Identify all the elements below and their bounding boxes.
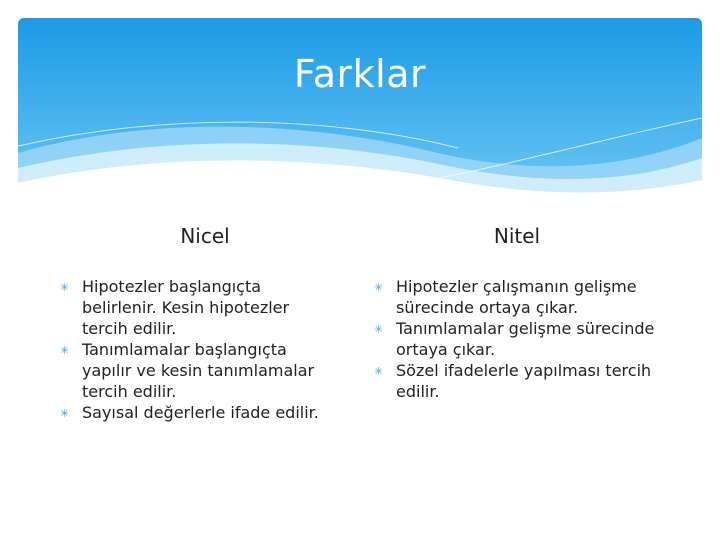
- list-item-text: Tanımlamalar gelişme sürecinde ortaya çıkar.: [396, 319, 655, 359]
- list-item-text: Hipotezler başlangıçta belirlenir. Kesin hipotezler tercih edilir.: [82, 277, 290, 338]
- asterisk-bullet-icon: ✳: [60, 344, 70, 357]
- banner-wave-graphic: [18, 18, 702, 198]
- list-item-text: Sayısal değerlerle ifade edilir.: [82, 403, 319, 422]
- list-item-text: Hipotezler çalışmanın gelişme sürecinde ortaya çıkar.: [396, 277, 637, 317]
- list-item-text: Sözel ifadelerle yapılması tercih edilir.: [396, 361, 652, 401]
- list-item: [372, 276, 672, 318]
- column-heading-nicel: Nicel: [180, 224, 230, 248]
- column-heading-nitel: Nitel: [493, 224, 541, 248]
- asterisk-bullet-icon: ✳: [374, 323, 384, 336]
- list-item: [58, 276, 338, 339]
- list-item: [372, 360, 672, 402]
- asterisk-bullet-icon: ✳: [374, 365, 384, 378]
- asterisk-bullet-icon: ✳: [374, 281, 384, 294]
- nicel-bullet-list: [58, 276, 338, 423]
- asterisk-bullet-icon: ✳: [60, 407, 70, 420]
- title-banner: [18, 18, 702, 198]
- list-item: [58, 339, 338, 402]
- list-item-text: Tanımlamalar başlangıçta yapılır ve kesin tanımlamalar tercih edilir.: [82, 340, 315, 401]
- list-item: [58, 402, 338, 423]
- nitel-bullet-list: [372, 276, 672, 402]
- list-item: [372, 318, 672, 360]
- slide-title: Farklar: [293, 52, 427, 96]
- asterisk-bullet-icon: ✳: [60, 281, 70, 294]
